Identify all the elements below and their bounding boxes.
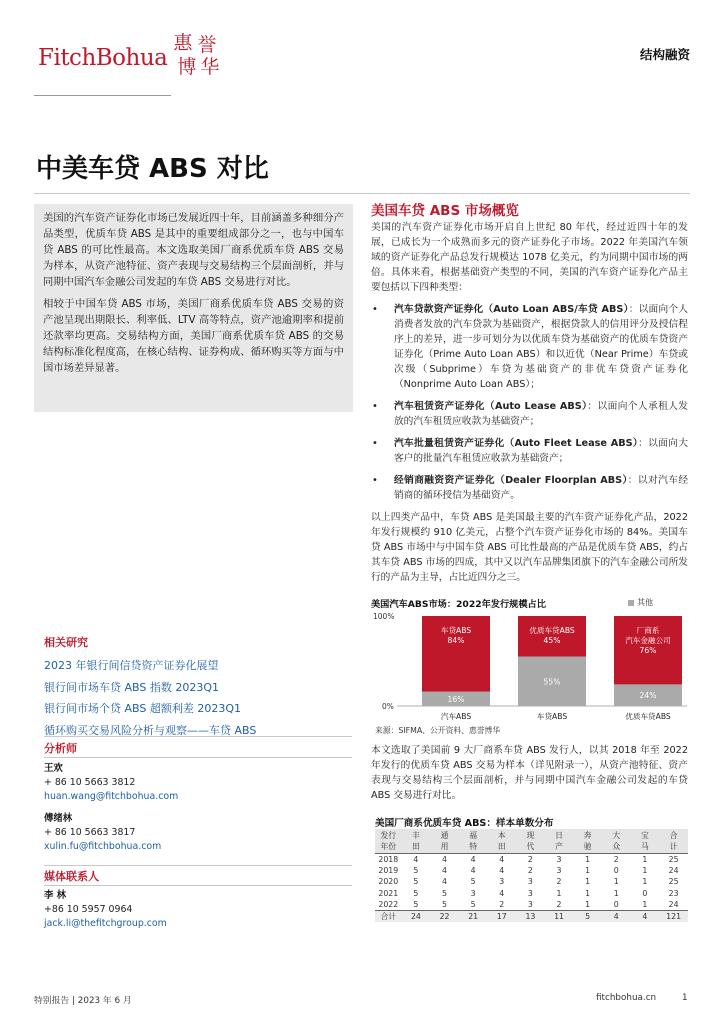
related-research-heading: 相关研究 [44,636,88,649]
table-cell: 0 [613,866,619,876]
analyst-name: 傅绪林 [44,813,73,824]
table-cell: 21 [459,911,488,923]
chart-source: 来源：SIFMA、公开资料、惠誉博华 [375,726,501,735]
table-cell: 5 [442,899,448,909]
table-cell: 1 [556,888,562,898]
list-item: • 汽车贷款资产证券化（Auto Loan ABS/车贷 ABS）：以面向个人消费者发放的汽车贷款为基础资产，根据贷款人的信用评分及授信程序上的差异，进一步可划分为以优质车贷为基础资产的优质车贷资产证券化（Prime Auto Loan ABS）和以近优（Near Prime）车贷或次级（Subprime）车贷为基础资产的非优车贷资产证券化（Nonprime Auto Loan ABS）； [372,304,689,390]
table-cell: 1 [613,888,619,898]
footer-report-info: 特别报告 | 2023 年 6 月 [34,996,132,1006]
table-cell: 1 [642,899,648,909]
product-type-list [371,302,688,510]
sidebar-divider [44,736,352,737]
table-cell: 1 [585,877,591,887]
table-cell: 2 [527,866,533,876]
table-cell: 4 [470,855,476,864]
table-cell: 2018 [378,855,399,864]
analyst-name: 王欢 [44,763,63,774]
table-row [375,899,688,911]
body-paragraph: 以上四类产品中，车贷 ABS 是美国最主要的汽车资产证券化产品，2022 年发行规模约 910 亿美元，占整个汽车资产证券化市场的 84%。美国车贷 ABS 市场中与中国车贷 ABS 可比性最高的产品是优质车贷 ABS，约占其车贷 ABS 市场的四成，其中又以汽车品牌集团旗下的汽车金融公司所发行的产品为主导，占比近四分之三。 [371,512,688,583]
table-cell: 4 [442,866,448,876]
summary-paragraph: 美国的汽车资产证券化市场已发展近四十年，目前涵盖多种细分产品类型，优质车贷 ABS 是其中的重要组成部分之一，也与中国车贷 ABS 的可比性最高。本文选取美国厂商系优质车贷 ABS 交易为样本，从资产池特征、资产表现与交易结构三个层面剖析，并与同期中国汽车金融公司发起的车贷 ABS 交易进行对比。 [43,212,344,288]
table-header-cell: 合 计 [659,829,688,854]
media-contact [44,889,167,931]
data-label: 45% [543,636,561,645]
table-cell: 2020 [378,877,399,887]
chart-title: 美国汽车ABS市场：2022年发行规模占比 [371,599,546,610]
table-cell: 5 [413,877,419,887]
data-label: 76% [639,646,657,655]
table-cell: 3 [556,855,562,864]
data-label: 84% [447,636,465,645]
table-header-cell: 宝 马 [631,829,660,854]
table-cell: 4 [470,866,476,876]
table-title: 美国厂商系优质车贷 ABS：样本单数分布 [375,818,554,829]
table-header-cell: 奔 驰 [573,829,602,854]
table-cell: 5 [470,877,476,887]
table-total-row [375,911,688,923]
list-item: • 汽车租赁资产证券化（Auto Lease ABS）：以面向个人承租人发放的汽车租赁应收款为基础资产； [372,401,688,427]
table-cell: 4 [499,866,505,876]
logo-seal-icon: 惠 誉 博 华 [173,32,220,78]
media-contact-name: 李 林 [44,890,67,901]
table-cell: 2021 [378,888,399,898]
table-cell: 25 [668,877,679,887]
analyst-contact [44,812,161,854]
table-cell: 3 [527,899,533,909]
intro-paragraph: 美国的汽车资产证券化市场开启自上世纪 80 年代，经过近四十年的发展，已成长为一个成熟而多元的资产证券化子市场。2022 年美国汽车领域的资产证券化产品总发行规模达 1078 亿美元，约为同期中国市场的两倍。具体来看，根据基础资产类型的不同，美国的汽车资产证券化产品主要包括以下四种类型： [371,222,688,293]
analyst-email[interactable]: huan.wang@fitchbohua.com [44,791,179,802]
table-cell: 2022 [378,899,399,909]
summary-box [34,204,353,412]
table-cell: 2 [499,899,505,909]
table-header-cell: 日 产 [545,829,574,854]
page-title: 中美车贷 ABS 对比 [36,154,269,184]
section-tag: 结构融资 [639,47,690,62]
table-cell: 2019 [378,866,399,876]
header-divider [34,95,171,96]
analyst-phone: + 86 10 5663 3812 [44,777,136,788]
section-heading: 美国车贷 ABS 市场概览 [371,203,519,219]
table-cell: 1 [585,888,591,898]
table-cell: 2 [556,899,562,909]
sidebar-divider [44,865,352,866]
legend-label: 其他 [637,598,653,607]
table-row [375,876,688,887]
table-header-cell: 大 众 [602,829,631,854]
table-cell: 4 [499,888,505,898]
analysts-heading: 分析师 [44,742,77,755]
table-cell: 2 [613,855,619,864]
related-research-link[interactable]: 循环购买交易风险分析与观察——车贷 ABS [44,723,257,737]
table-cell: 1 [613,877,619,887]
table-cell: 0 [642,888,648,898]
bullet-icon: • [372,401,378,412]
data-label: 55% [543,677,561,687]
sample-distribution-table [375,829,688,922]
analyst-phone: + 86 10 5663 3817 [44,827,136,838]
bullet-icon: • [372,475,378,486]
media-contact-email[interactable]: jack.li@thefitchgroup.com [44,918,167,929]
y-tick-label: 100% [373,612,395,621]
media-contact-phone: +86 10 5957 0964 [44,904,133,915]
table-header-cell: 福 特 [459,829,488,854]
table-cell: 5 [413,866,419,876]
table-row [375,865,688,876]
x-tick-label: 车贷ABS [536,712,568,721]
y-tick-label: 0% [382,702,394,711]
table-cell: 4 [499,855,505,864]
table-cell: 5 [573,911,602,923]
table-header-cell: 本 田 [487,829,516,854]
table-cell: 11 [545,911,574,923]
table-header-cell: 通 用 [430,829,459,854]
table-cell: 5 [442,888,448,898]
page-number: 1 [682,993,688,1003]
table-header-cell: 发行 年份 [375,829,402,854]
table-row [375,854,688,866]
data-label: 24% [639,691,657,701]
table-header-row [375,829,688,854]
table-cell: 1 [642,877,648,887]
analyst-email[interactable]: xulin.fu@fitchbohua.com [44,841,162,852]
table-cell: 5 [413,888,419,898]
table-cell: 3 [556,866,562,876]
list-item: • 经销商融资资产证券化（Dealer Floorplan ABS）：以对汽车经销商的循环授信为基础资产。 [372,475,689,501]
related-research-list [44,655,256,741]
table-cell: 24 [668,899,679,909]
table-cell: 3 [527,888,533,898]
legend-swatch [628,600,634,606]
table-cell: 0 [613,899,619,909]
table-cell: 4 [413,855,419,864]
table-header-cell: 丰 田 [402,829,431,854]
bullet-icon: • [372,438,378,449]
data-label: 16% [447,694,465,704]
related-research-link[interactable]: 银行间市场个贷 ABS 超额利差 2023Q1 [44,702,242,715]
list-item: • 汽车批量租赁资产证券化（Auto Fleet Lease ABS）：以面向大客户的批量汽车租赁应收款为基础资产； [372,438,689,464]
bullet-icon: • [372,304,378,315]
logo-text: FitchBohua [38,45,168,71]
bar-label: 厂商系 [636,626,660,635]
table-cell: 1 [585,866,591,876]
table-cell: 24 [402,911,431,923]
x-tick-label: 优质车贷ABS [625,712,671,721]
table-cell: 24 [668,866,679,876]
table-cell: 4 [442,855,448,864]
table-cell: 5 [470,899,476,909]
sidebar-divider [44,757,352,758]
table-cell: 1 [642,866,648,876]
analyst-contact [44,762,178,804]
table-row [375,888,688,899]
chart-legend [628,597,653,608]
table-cell: 13 [516,911,545,923]
bar-label: 汽车金融公司 [625,636,671,645]
table-cell: 3 [470,888,476,898]
table-cell: 1 [642,855,648,864]
footer-website[interactable]: fitchbohua.cn [596,993,657,1003]
summary-paragraph: 相较于中国车贷 ABS 市场，美国厂商系优质车贷 ABS 交易的资产池呈现出期限长、利率低、LTV 高等特点，资产池逾期率和提前还款率均更高。交易结构方面，美国厂商系优质车贷 ABS 的交易结构标准化程度高，在核心结构、证券构成、循环购买等方面与中国市场差异显著。 [43,298,344,374]
stacked-bar-chart [371,608,691,724]
table-cell: 22 [430,911,459,923]
bar-label: 优质车贷ABS [529,626,575,635]
title-divider [34,193,690,194]
related-research-link[interactable]: 2023 年银行间信贷资产证券化展望 [44,659,219,672]
fitchbohua-logo [38,33,223,83]
table-cell: 1 [585,855,591,864]
table-cell: 121 [659,911,688,923]
table-cell: 4 [631,911,660,923]
body-paragraph: 本文选取了美国前 9 大厂商系车贷 ABS 发行人，以其 2018 年至 2022 年发行的优质车贷 ABS 交易为样本（详见附录一），从资产池特征、资产表现与交易结构三个层面剖析，并与同期中国汽车金融公司发起的车贷 ABS 交易进行对比。 [371,745,688,801]
table-cell: 3 [527,877,533,887]
table-cell: 2 [556,877,562,887]
table-cell: 4 [442,877,448,887]
table-cell: 2 [527,855,533,864]
media-contact-heading: 媒体联系人 [44,870,99,883]
sidebar-divider [44,885,352,886]
table-cell: 23 [668,888,679,898]
table-cell: 5 [413,899,419,909]
table-header-cell: 现 代 [516,829,545,854]
table-cell: 1 [585,899,591,909]
table-cell: 17 [487,911,516,923]
x-tick-label: 汽车ABS [440,712,472,721]
table-cell: 合计 [375,911,402,923]
table-cell: 3 [499,877,505,887]
table-cell: 4 [602,911,631,923]
related-research-link[interactable]: 银行间市场车贷 ABS 指数 2023Q1 [44,680,220,694]
bar-label: 车贷ABS [440,626,472,635]
table-cell: 25 [668,855,679,864]
